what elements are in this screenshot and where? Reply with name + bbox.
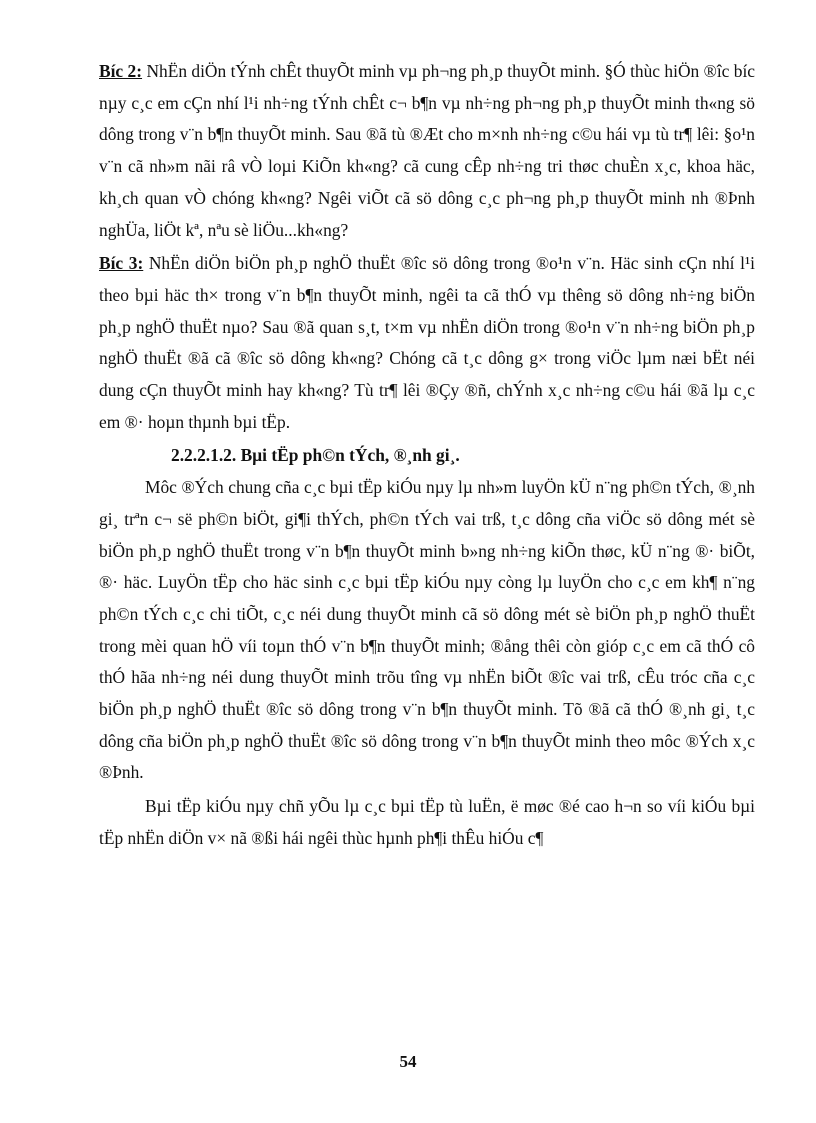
- step-3-paragraph: [99, 248, 755, 438]
- step-3-text: NhËn diÖn biÖn ph¸p nghÖ thuËt ®îc sö dông trong ®o¹n v¨n. Häc sinh cÇn nhí l¹i theo bµi häc th× trong v¨n b¶n thuyÕt minh, ngêi ta cã thÓ vµ thêng sö dông nh÷ng biÖn ph¸p nghÖ thuËt nµo? Sau ®ã quan s¸t, t×m vµ nhËn diÖn trong ®o¹n v¨n nh÷ng biÖn ph¸p nghÖ thuËt ®ã cã ®îc sö dông kh«ng? Chóng cã t¸c dông g× trong viÖc lµm næi bËt néi dung cÇn thuyÕt minh hay kh«ng? Tù tr¶ lêi ®Çy ®ñ, chÝnh x¸c nh÷ng c©u hái ®ã lµ c¸c em ®· hoµn thµnh bµi tËp.: [99, 253, 755, 432]
- step-2-paragraph: [99, 56, 755, 246]
- body-paragraph-2: Bµi tËp kiÓu nµy chñ yÕu lµ c¸c bµi tËp tù luËn, ë møc ®é cao h¬n so víi kiÓu bµi tËp nhËn diÖn v× nã ®ßi hái ngêi thùc hµnh ph¶i thÊu hiÓu c¶: [99, 796, 755, 848]
- step-2-text: NhËn diÖn tÝnh chÊt thuyÕt minh vµ ph¬ng ph¸p thuyÕt minh. §Ó thùc hiÖn ®îc bíc nµy c¸c em cÇn nhí l¹i nh÷ng tÝnh chÊt c¬ b¶n vµ nh÷ng ph¬ng ph¸p thuyÕt minh th«ng sö dông trong v¨n b¶n thuyÕt minh. Sau ®ã tù ®Æt cho m×nh nh÷ng c©u hái vµ tù tr¶ lêi: §o¹n v¨n cã nh»m nãi râ vÒ loµi KiÕn kh«ng? cã cung cÊp nh÷ng tri thøc chuÈn x¸c, khoa häc, kh¸ch quan vÒ chóng kh«ng? Ngêi viÕt cã sö dông c¸c ph¬ng ph¸p thuyÕt minh nh ®Þnh nghÜa, liÖt kª, nªu sè liÖu...kh«ng?: [99, 61, 756, 240]
- section-heading: 2.2.2.1.2. Bµi tËp ph©n tÝch, ®¸nh gi¸.: [171, 445, 460, 466]
- page-content: [99, 56, 755, 857]
- step-2-label: Bíc 2:: [99, 61, 143, 81]
- page-number: 54: [399, 1052, 417, 1071]
- body-paragraph-1: Môc ®Ých chung cña c¸c bµi tËp kiÓu nµy lµ nh»m luyÖn kÜ n¨ng ph©n tÝch, ®¸nh gi¸ trªn c¬ së ph©n biÖt, gi¶i thÝch, ph©n tÝch vai trß, t¸c dông cña viÖc sö dông mét sè biÖn ph¸p nghÖ thuËt trong v¨n b¶n thuyÕt minh b»ng nh÷ng kiÕn thøc, kÜ n¨ng ®· biÕt, ®· häc. LuyÖn tËp cho häc sinh c¸c bµi tËp kiÓu nµy còng lµ luyÖn cho c¸c em kh¶ n¨ng ph©n tÝch c¸c chi tiÕt, c¸c néi dung thuyÕt minh cã sö dông mét sè biÖn ph¸p nghÖ thuËt trong mèi quan hÖ víi toµn thÓ v¨n b¶n thuyÕt minh; ®ång thêi còn gióp c¸c em cã thÓ cô thÓ hãa nh÷ng néi dung thuyÕt minh trõu tîng vµ nhËn biÕt ®îc vai trß, cÊu tróc cña c¸c biÖn ph¸p nghÖ thuËt ®îc sö dông trong v¨n b¶n thuyÕt minh. Tõ ®ã cã thÓ ®¸nh gi¸ t¸c dông cña biÖn ph¸p nghÖ thuËt ®îc sö dông trong v¨n b¶n thuyÕt minh theo môc ®Ých x¸c ®Þnh.: [99, 477, 755, 783]
- step-3-label: Bíc 3:: [99, 253, 144, 274]
